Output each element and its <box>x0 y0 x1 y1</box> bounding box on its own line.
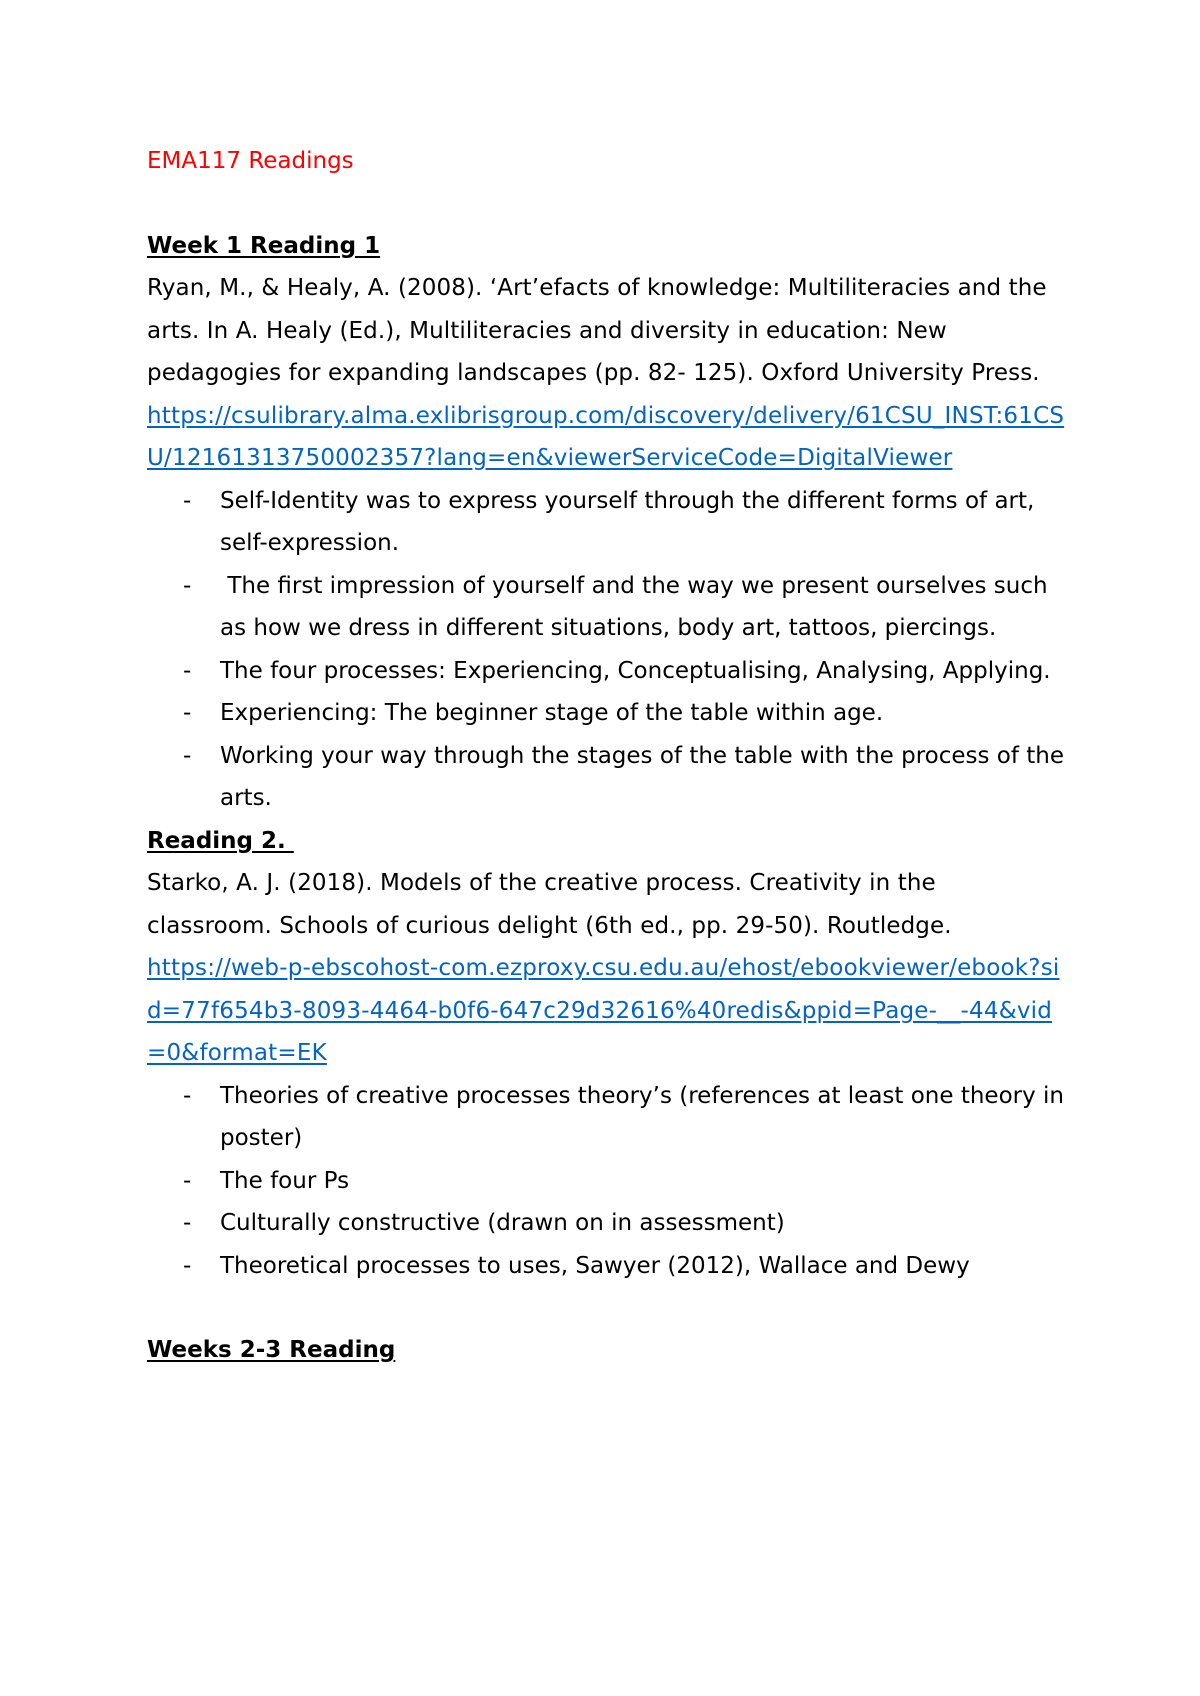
spacer <box>147 1287 1067 1329</box>
document-title: EMA117 Readings <box>147 148 354 174</box>
document-page <box>147 140 1067 1372</box>
bullet-dash: - <box>183 1082 192 1109</box>
note-text: Self-Identity was to express yourself through the different forms of art, self-expression. <box>220 487 1035 556</box>
notes-list-week1 <box>147 480 1067 820</box>
list-item <box>147 1160 1067 1203</box>
list-item <box>147 1245 1067 1288</box>
note-text: Theories of creative processes theory’s (references at least one theory in poster) <box>220 1082 1064 1151</box>
bullet-dash: - <box>183 572 192 599</box>
list-item <box>147 1075 1067 1160</box>
list-item <box>147 565 1067 650</box>
note-text: The four processes: Experiencing, Conceptualising, Analysing, Applying. <box>220 657 1051 684</box>
list-item <box>147 1202 1067 1245</box>
note-text: Working your way through the stages of the table with the process of the arts. <box>220 742 1065 811</box>
bullet-dash: - <box>183 1167 192 1194</box>
note-text: The four Ps <box>220 1167 350 1194</box>
list-item <box>147 692 1067 735</box>
list-item <box>147 480 1067 565</box>
note-text: The first impression of yourself and the way we present ourselves such as how we dress in different situations, body art, tattoos, piercings. <box>220 572 1055 641</box>
section-heading-week1-reading1: Week 1 Reading 1 <box>147 232 381 259</box>
list-item <box>147 735 1067 820</box>
bullet-dash: - <box>183 700 192 726</box>
bullet-dash: - <box>183 742 192 769</box>
section-heading-reading2: Reading 2. <box>147 827 294 854</box>
reference-ryan-healy: Ryan, M., & Healy, A. (2008). ‘Art’efacts of knowledge: Multiliteracies and the arts. In A. Healy (Ed.), Multiliteracies and diversity in education: New pedagogies for expanding landscapes (pp. 82- 125). Oxford University Press. <box>147 275 1047 386</box>
list-item <box>147 650 1067 693</box>
note-text: Culturally constructive (drawn on in assessment) <box>220 1210 785 1236</box>
reference-link-starko[interactable]: https://web-p-ebscohost-com.ezproxy.csu.edu.au/ehost/ebookviewer/ebook?sid=77f654b3-8093-4464-b0f6-647c29d32616%40redis&ppid=Page-__-44&vid=0&format=EK <box>147 955 1060 1066</box>
note-text: Theoretical processes to uses, Sawyer (2012), Wallace and Dewy <box>220 1252 970 1279</box>
bullet-dash: - <box>183 1210 192 1236</box>
bullet-dash: - <box>183 487 192 514</box>
notes-list-reading2 <box>147 1075 1067 1288</box>
bullet-dash: - <box>183 1252 192 1279</box>
reference-link-ryan-healy[interactable]: https://csulibrary.alma.exlibrisgroup.com/discovery/delivery/61CSU_INST:61CSU/12161313750002357?lang=en&viewerServiceCode=DigitalViewer <box>147 402 1065 471</box>
bullet-dash: - <box>183 657 192 684</box>
reference-starko: Starko, A. J. (2018). Models of the creative process. Creativity in the classroom. Schools of curious delight (6th ed., pp. 29-50). Routledge. <box>147 870 952 939</box>
section-heading-weeks2-3: Weeks 2-3 Reading <box>147 1337 396 1363</box>
note-text: Experiencing: The beginner stage of the table within age. <box>220 700 884 726</box>
